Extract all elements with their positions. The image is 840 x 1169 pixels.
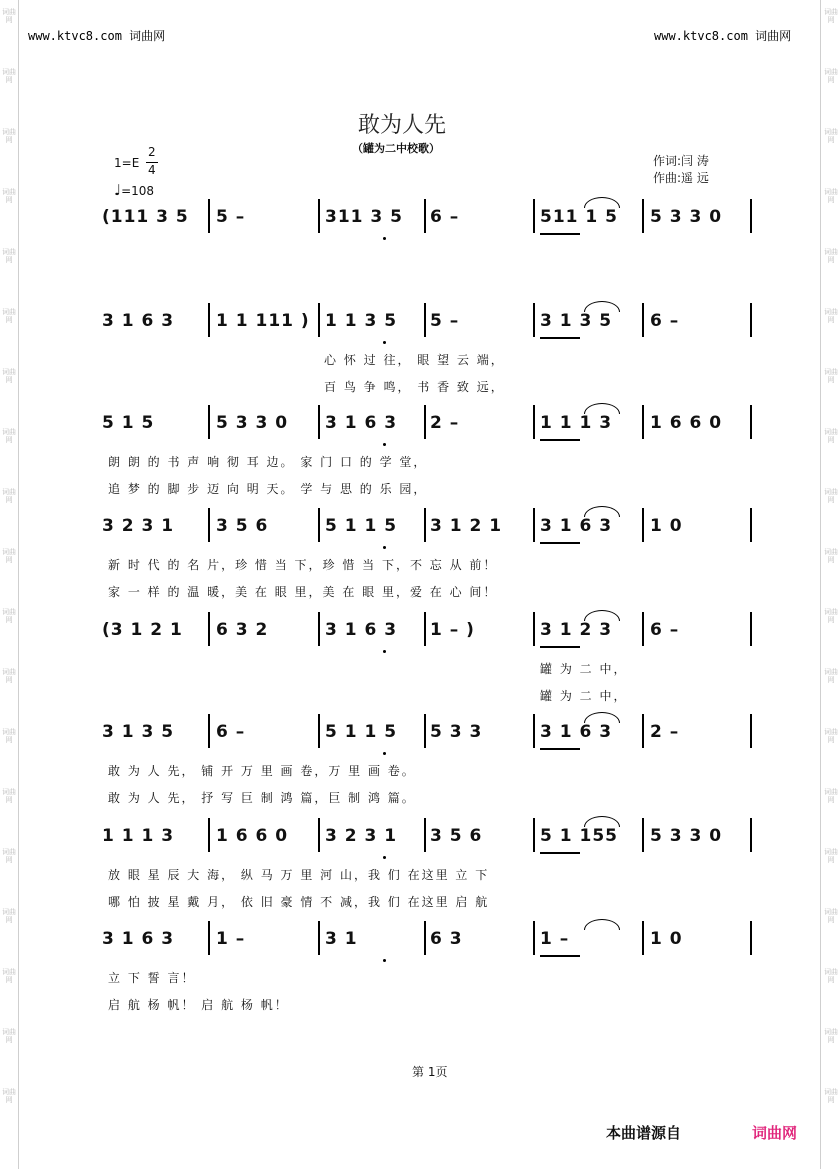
lyric-line: 立 下 誓 言！	[108, 971, 196, 985]
border-watermark-mark: 词曲网	[824, 608, 838, 624]
measure-notes: 3 1 6 3	[102, 929, 175, 949]
slur-tie	[584, 197, 620, 208]
measure-notes: 6 –	[650, 620, 680, 640]
bar-line	[533, 714, 535, 748]
bar-line	[533, 921, 535, 955]
measure-notes: 6 3 2	[216, 620, 269, 640]
measure-notes: 311 3 5	[325, 207, 403, 227]
measure-notes: (3 1 2 1	[102, 620, 183, 640]
border-watermark-mark: 词曲网	[2, 968, 16, 984]
beam-underline	[540, 852, 580, 854]
bar-line	[424, 921, 426, 955]
bar-line	[750, 508, 752, 542]
left-border-watermark	[0, 0, 18, 1169]
octave-dot	[383, 856, 386, 859]
bar-line	[424, 508, 426, 542]
slur-tie	[584, 816, 620, 827]
measure-notes: 1 1 111 )	[216, 311, 310, 331]
lyric-line: 新 时 代 的 名 片，珍 惜 当 下，珍 惜 当 下，不 忘 从 前！	[108, 558, 498, 572]
bar-line	[642, 303, 644, 337]
octave-dot	[383, 752, 386, 755]
beam-underline	[540, 439, 580, 441]
measure-notes: 6 3	[430, 929, 463, 949]
measure-notes: 3 1 6 3	[540, 516, 613, 536]
page-number: 第 1页	[412, 1065, 448, 1079]
bar-line	[318, 818, 320, 852]
octave-dot	[383, 341, 386, 344]
beam-underline	[540, 233, 580, 235]
bar-line	[318, 921, 320, 955]
bar-line	[318, 303, 320, 337]
border-watermark-mark: 词曲网	[2, 68, 16, 84]
measure-notes: 6 –	[216, 722, 246, 742]
bar-line	[533, 405, 535, 439]
measure-notes: 511 1 5	[540, 207, 618, 227]
bar-line	[750, 199, 752, 233]
bar-line	[208, 714, 210, 748]
slur-tie	[584, 506, 620, 517]
slur-tie	[584, 919, 620, 930]
border-watermark-mark: 词曲网	[2, 1028, 16, 1044]
lyric-line: 心 怀 过 往， 眼 望 云 端，	[324, 353, 505, 367]
measure-notes: 5 –	[430, 311, 460, 331]
slur-tie	[584, 712, 620, 723]
left-border-line	[18, 0, 19, 1169]
border-watermark-mark: 词曲网	[2, 488, 16, 504]
bar-line	[424, 199, 426, 233]
measure-notes: 5 1 1 5	[325, 722, 398, 742]
border-watermark-mark: 词曲网	[824, 188, 838, 204]
bar-line	[750, 303, 752, 337]
octave-dot	[383, 959, 386, 962]
border-watermark-mark: 词曲网	[2, 128, 16, 144]
header-left	[28, 27, 165, 44]
bar-line	[424, 405, 426, 439]
octave-dot	[383, 443, 386, 446]
bar-line	[424, 612, 426, 646]
header-url-left[interactable]: www.ktvc8.com	[28, 29, 122, 43]
border-watermark-mark: 词曲网	[824, 68, 838, 84]
bar-line	[424, 714, 426, 748]
border-watermark-mark: 词曲网	[824, 1088, 838, 1104]
measure-notes: 1 0	[650, 929, 683, 949]
border-watermark-mark: 词曲网	[824, 488, 838, 504]
border-watermark-mark: 词曲网	[824, 908, 838, 924]
header-right	[654, 27, 791, 44]
measure-notes: 1 –	[216, 929, 246, 949]
bar-line	[750, 405, 752, 439]
border-watermark-mark: 词曲网	[2, 728, 16, 744]
measure-notes: 1 –	[540, 929, 570, 949]
measure-notes: 3 1 6 3	[540, 722, 613, 742]
bar-line	[533, 199, 535, 233]
tempo-marking	[114, 181, 154, 199]
octave-dot	[383, 237, 386, 240]
bar-line	[208, 612, 210, 646]
border-watermark-mark: 词曲网	[2, 428, 16, 444]
border-watermark-mark: 词曲网	[824, 248, 838, 264]
border-watermark-mark: 词曲网	[824, 368, 838, 384]
measure-notes: 3 1 2 1	[430, 516, 503, 536]
quarter-note-icon: ♩	[114, 181, 122, 199]
bar-line	[642, 508, 644, 542]
measure-notes: 2 –	[650, 722, 680, 742]
border-watermark-mark: 词曲网	[824, 788, 838, 804]
slur-tie	[584, 403, 620, 414]
bar-line	[318, 612, 320, 646]
border-watermark-mark: 词曲网	[824, 848, 838, 864]
key-signature: 1=E	[114, 156, 140, 170]
bar-line	[750, 612, 752, 646]
border-watermark-mark: 词曲网	[2, 608, 16, 624]
lyric-line: 放 眼 星 辰 大 海， 纵 马 万 里 河 山，我 们 在这里 立 下	[108, 868, 490, 882]
bar-line	[750, 818, 752, 852]
bar-line	[208, 199, 210, 233]
bar-line	[318, 714, 320, 748]
bar-line	[208, 405, 210, 439]
border-watermark-mark: 词曲网	[824, 548, 838, 564]
bar-line	[642, 818, 644, 852]
bar-line	[642, 612, 644, 646]
lyric-line: 家 一 样 的 温 暖，美 在 眼 里，美 在 眼 里，爱 在 心 间！	[108, 585, 498, 599]
border-watermark-mark: 词曲网	[2, 788, 16, 804]
measure-notes: 5 3 3 0	[650, 826, 723, 846]
lyricist: 作词:闫 涛	[653, 154, 709, 168]
bar-line	[208, 303, 210, 337]
border-watermark-mark: 词曲网	[824, 8, 838, 24]
bar-line	[318, 199, 320, 233]
tempo-value: =108	[121, 184, 155, 198]
beam-underline	[540, 646, 580, 648]
header-site-right[interactable]: 词曲网	[755, 29, 792, 43]
lyric-line: 百 鸟 争 鸣， 书 香 致 远，	[324, 380, 505, 394]
measure-notes: (111 3 5	[102, 207, 189, 227]
bar-line	[533, 508, 535, 542]
measure-notes: 5 1 5	[102, 413, 155, 433]
lyric-line: 罐 为 二 中，	[540, 689, 628, 703]
measure-notes: 3 2 3 1	[325, 826, 398, 846]
measure-notes: 3 1 3 5	[102, 722, 175, 742]
measure-notes: 3 1	[325, 929, 358, 949]
bar-line	[208, 508, 210, 542]
bar-line	[208, 818, 210, 852]
border-watermark-mark: 词曲网	[2, 8, 16, 24]
border-watermark-mark: 词曲网	[824, 308, 838, 324]
border-watermark-mark: 词曲网	[2, 188, 16, 204]
border-watermark-mark: 词曲网	[824, 728, 838, 744]
measure-notes: 1 1 3 5	[325, 311, 398, 331]
slur-tie	[584, 301, 620, 312]
bar-line	[424, 303, 426, 337]
measure-notes: 3 5 6	[216, 516, 269, 536]
border-watermark-mark: 词曲网	[2, 548, 16, 564]
right-border-watermark	[822, 0, 840, 1169]
border-watermark-mark: 词曲网	[2, 308, 16, 324]
octave-dot	[383, 546, 386, 549]
bar-line	[750, 921, 752, 955]
source-brand[interactable]: 词曲网	[752, 1124, 798, 1142]
border-watermark-mark: 词曲网	[2, 1088, 16, 1104]
measure-notes: 3 1 2 3	[540, 620, 613, 640]
lyric-line: 敢 为 人 先， 抒 写 巨 制 鸿 篇，巨 制 鸿 篇。	[108, 791, 416, 805]
measure-notes: 1 – )	[430, 620, 475, 640]
border-watermark-mark: 词曲网	[2, 248, 16, 264]
measure-notes: 1 0	[650, 516, 683, 536]
measure-notes: 3 5 6	[430, 826, 483, 846]
time-signature-top: 2	[148, 145, 156, 159]
measure-notes: 3 2 3 1	[102, 516, 175, 536]
beam-underline	[540, 337, 580, 339]
bar-line	[642, 921, 644, 955]
slur-tie	[584, 610, 620, 621]
measure-notes: 5 –	[216, 207, 246, 227]
measure-notes: 3 1 6 3	[325, 413, 398, 433]
bar-line	[424, 818, 426, 852]
measure-notes: 3 1 3 5	[540, 311, 613, 331]
beam-underline	[540, 542, 580, 544]
measure-notes: 2 –	[430, 413, 460, 433]
border-watermark-mark: 词曲网	[2, 848, 16, 864]
border-watermark-mark: 词曲网	[824, 1028, 838, 1044]
measure-notes: 5 1 155	[540, 826, 618, 846]
measure-notes: 3 1 6 3	[102, 311, 175, 331]
border-watermark-mark: 词曲网	[824, 968, 838, 984]
measure-notes: 1 6 6 0	[216, 826, 289, 846]
measure-notes: 1 1 1 3	[540, 413, 613, 433]
border-watermark-mark: 词曲网	[2, 668, 16, 684]
octave-dot	[383, 650, 386, 653]
lyric-line: 朗 朗 的 书 声 响 彻 耳 边。 家 门 口 的 学 堂，	[108, 455, 428, 469]
beam-underline	[540, 955, 580, 957]
bar-line	[750, 714, 752, 748]
measure-notes: 5 3 3	[430, 722, 483, 742]
right-border-line	[820, 0, 821, 1169]
bar-line	[642, 405, 644, 439]
bar-line	[318, 508, 320, 542]
border-watermark-mark: 词曲网	[2, 908, 16, 924]
measure-notes: 1 6 6 0	[650, 413, 723, 433]
time-signature-bottom: 4	[148, 163, 156, 177]
bar-line	[533, 818, 535, 852]
source-label: 本曲谱源自	[606, 1124, 682, 1142]
bar-line	[533, 303, 535, 337]
song-subtitle: （罐为二中校歌）	[352, 142, 440, 155]
composer: 作曲:遥 远	[653, 171, 709, 185]
lyric-line: 启 航 杨 帆！ 启 航 杨 帆！	[108, 998, 289, 1012]
bar-line	[208, 921, 210, 955]
song-title: 敢为人先	[358, 113, 447, 138]
bar-line	[318, 405, 320, 439]
border-watermark-mark: 词曲网	[824, 428, 838, 444]
border-watermark-mark: 词曲网	[824, 128, 838, 144]
measure-notes: 5 3 3 0	[650, 207, 723, 227]
measure-notes: 1 1 1 3	[102, 826, 175, 846]
border-watermark-mark: 词曲网	[824, 668, 838, 684]
bar-line	[642, 199, 644, 233]
measure-notes: 5 3 3 0	[216, 413, 289, 433]
measure-notes: 5 1 1 5	[325, 516, 398, 536]
lyric-line: 哪 怕 披 星 戴 月， 依 旧 豪 情 不 减，我 们 在这里 启 航	[108, 895, 490, 909]
header-site-left[interactable]: 词曲网	[129, 29, 166, 43]
bar-line	[533, 612, 535, 646]
measure-notes: 3 1 6 3	[325, 620, 398, 640]
measure-notes: 6 –	[650, 311, 680, 331]
lyric-line: 敢 为 人 先， 铺 开 万 里 画 卷，万 里 画 卷。	[108, 764, 416, 778]
header-url-right[interactable]: www.ktvc8.com	[654, 29, 748, 43]
bar-line	[642, 714, 644, 748]
measure-notes: 6 –	[430, 207, 460, 227]
beam-underline	[540, 748, 580, 750]
lyric-line: 罐 为 二 中，	[540, 662, 628, 676]
border-watermark-mark: 词曲网	[2, 368, 16, 384]
lyric-line: 追 梦 的 脚 步 迈 向 明 天。 学 与 思 的 乐 园，	[108, 482, 428, 496]
